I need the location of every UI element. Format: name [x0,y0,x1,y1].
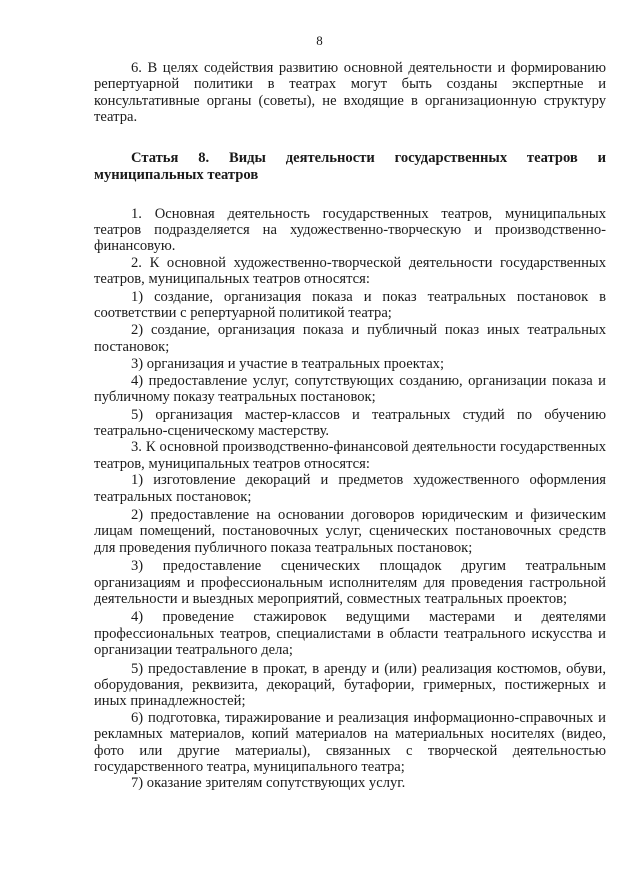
paragraph-2-artistic-activity: 2. К основной художественно-творческой деятельности государственных театров, муниципальных театров относятся: [94,254,606,288]
list-item-production-6: 6) подготовка, тиражирование и реализация информационно-справочных и рекламных материалов, копий материалов на материальных носителях (видео, фото или другие материалы), связанных с творческой деятельностью государственного театра, муниципального театра; [94,709,606,776]
list-item-production-5: 5) предоставление в прокат, в аренду и (или) реализация костюмов, обуви, оборудования, реквизита, декораций, бутафории, гримерных, постижерных и иных принадлежностей; [94,660,606,710]
list-item-artistic-5: 5) организация мастер-классов и театральных студий по обучению театрально-сценическому мастерству. [94,406,606,439]
list-item-artistic-2: 2) создание, организация показа и публичный показ иных театральных постановок; [94,322,606,355]
list-item-production-2: 2) предоставление на основании договоров юридическим и физическим лицам помещений, постановочных услуг, сценических постановочных средств для проведения публичного показа театральных постановок; [94,506,606,556]
list-item-production-1: 1) изготовление декораций и предметов художественного оформления театральных постановок; [94,472,606,505]
list-item-production-7: 7) оказание зрителям сопутствующих услуг. [131,775,406,792]
list-item-artistic-4: 4) предоставление услуг, сопутствующих созданию, организации показа и публичному показу театральных постановок; [94,372,606,406]
paragraph-1-main-activity: 1. Основная деятельность государственных театров, муниципальных театров подразделяется на художественно-творческую и производственно-финансовую. [94,205,606,255]
page-number: 8 [316,33,323,48]
list-item-artistic-3: 3) организация и участие в театральных проектах; [131,356,445,373]
paragraph-6-advisory-bodies: 6. В целях содействия развитию основной деятельности и формированию репертуарной политики в театрах могут быть созданы экспертные и консультативные органы (советы), не входящие в организационную структуру театра. [94,60,606,126]
list-item-production-4: 4) проведение стажировок ведущими мастерами и деятелями профессиональных театров, специалистами в области театрального искусства и организации театрального дела; [94,609,606,659]
article-heading: Статья 8. Виды деятельности государственных театров и муниципальных театров [94,149,606,183]
document-body [94,60,606,792]
list-item-artistic-1: 1) создание, организация показа и показ театральных постановок в соответствии с репертуарной политикой театра; [94,288,606,322]
list-item-production-3: 3) предоставление сценических площадок другим театральным организациям и профессиональным исполнителям для проведения гастрольной деятельности и выездных мероприятий, совместных театральных проектов; [94,558,606,607]
paragraph-3-production-activity: 3. К основной производственно-финансовой деятельности государственных театров, муниципальных театров относятся: [94,439,606,472]
